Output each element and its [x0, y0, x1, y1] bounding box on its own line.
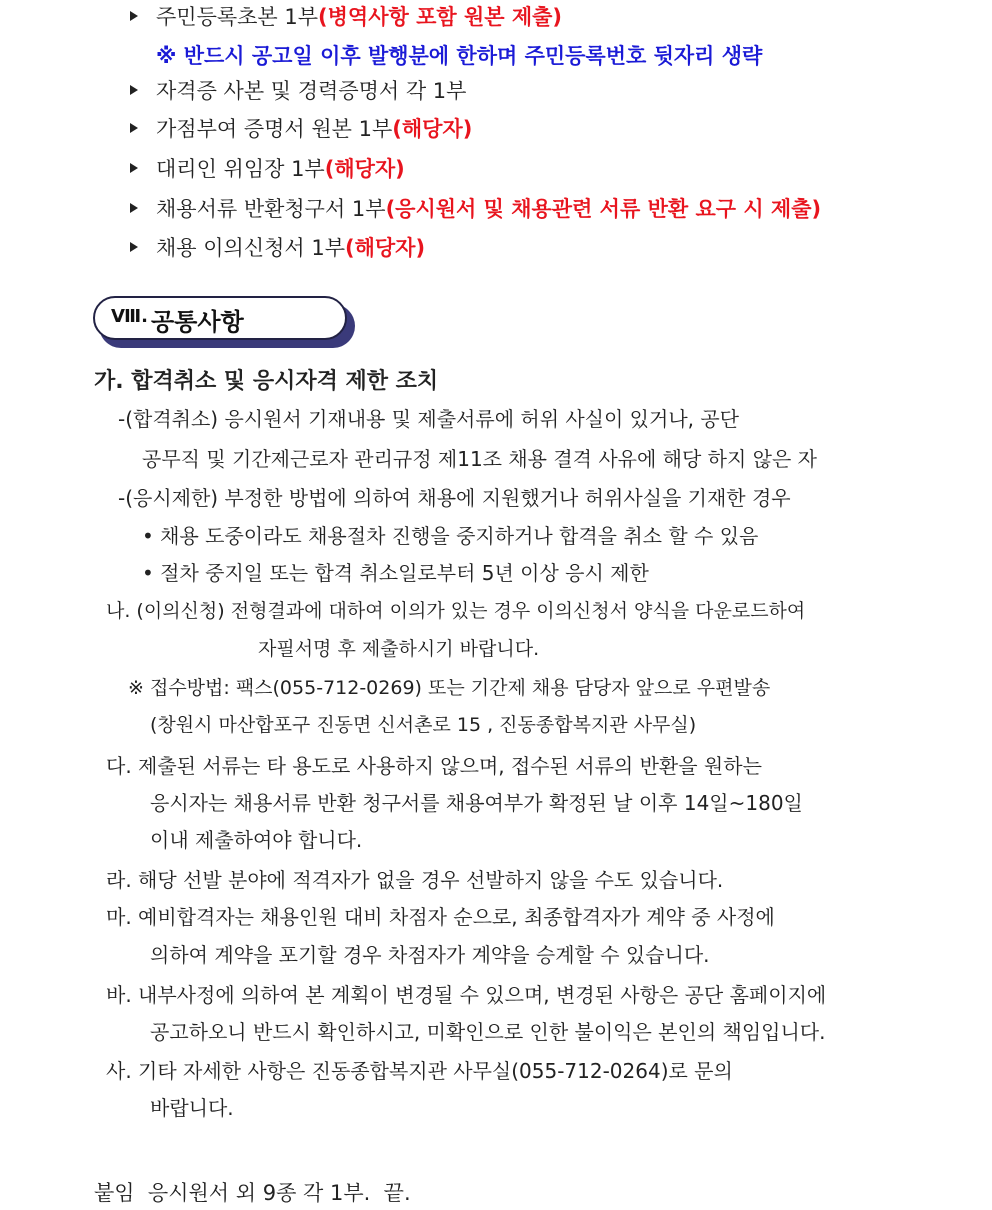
- requirement-note: (병역사항 포함 원본 제출): [318, 5, 563, 29]
- requirement-text: 자격증 사본 및 경력증명서 각 1부: [156, 79, 467, 103]
- triangle-bullet-icon: [130, 85, 138, 95]
- requirement-note: (해당자): [392, 117, 473, 141]
- triangle-bullet-icon: [130, 163, 138, 173]
- subsection-title: 가. 합격취소 및 응시자격 제한 조치: [94, 369, 439, 394]
- paragraph-line: 공무직 및 기간제근로자 관리규정 제11조 채용 결격 사유에 해당 하지 않은 자: [142, 447, 817, 471]
- triangle-bullet-icon: [130, 242, 138, 252]
- paragraph-line: 이내 제출하여야 합니다.: [150, 828, 363, 852]
- paragraph-line: -(응시제한) 부정한 방법에 의하여 채용에 지원했거나 허위사실을 기재한 경우: [118, 486, 791, 510]
- section-number: Ⅷ.: [111, 306, 148, 327]
- attachment-note: 붙임 응시원서 외 9종 각 1부. 끝.: [94, 1181, 411, 1205]
- requirement-text: 주민등록초본 1부: [156, 5, 319, 29]
- requirement-note: (해당자): [324, 157, 405, 181]
- requirement-notice: [156, 41, 762, 71]
- paragraph-line: ※ 접수방법: 팩스(055-712-0269) 또는 기간제 채용 담당자 앞으로 우편발송: [128, 677, 771, 699]
- requirement-item: [130, 194, 821, 224]
- paragraph-line: 나. (이의신청) 전형결과에 대하여 이의가 있는 경우 이의신청서 양식을 다운로드하여: [106, 600, 806, 622]
- requirement-text: 채용 이의신청서 1부: [156, 236, 345, 260]
- paragraph-line: 마. 예비합격자는 채용인원 대비 차점자 순으로, 최종합격자가 계약 중 사정에: [106, 905, 775, 929]
- section-header: [93, 296, 355, 348]
- paragraph-line: -(합격취소) 응시원서 기재내용 및 제출서류에 허위 사실이 있거나, 공단: [118, 407, 739, 431]
- paragraph-line: • 절차 중지일 또는 합격 취소일로부터 5년 이상 응시 제한: [142, 561, 649, 585]
- requirement-item: [130, 114, 472, 144]
- requirement-item: [130, 2, 562, 32]
- paragraph-line: 의하여 계약을 포기할 경우 차점자가 계약을 승계할 수 있습니다.: [150, 943, 710, 967]
- requirement-item: [130, 233, 425, 263]
- paragraph-line: 공고하오니 반드시 확인하시고, 미확인으로 인한 불이익은 본인의 책임입니다.: [150, 1020, 826, 1044]
- requirement-notice-text: ※ 반드시 공고일 이후 발행분에 한하며 주민등록번호 뒷자리 생략: [156, 44, 763, 68]
- paragraph-line: 응시자는 채용서류 반환 청구서를 채용여부가 확정된 날 이후 14일~180일: [150, 791, 803, 815]
- paragraph-line: 사. 기타 자세한 사항은 진동종합복지관 사무실(055-712-0264)로 문의: [106, 1059, 733, 1083]
- requirement-item: [130, 76, 466, 106]
- requirement-note: (응시원서 및 채용관련 서류 반환 요구 시 제출): [385, 197, 822, 221]
- triangle-bullet-icon: [130, 123, 138, 133]
- triangle-bullet-icon: [130, 203, 138, 213]
- requirement-item: [130, 154, 405, 184]
- requirement-text: 대리인 위임장 1부: [156, 157, 325, 181]
- paragraph-line: • 채용 도중이라도 채용절차 진행을 중지하거나 합격을 취소 할 수 있음: [142, 524, 759, 548]
- triangle-bullet-icon: [130, 11, 138, 21]
- paragraph-line: 다. 제출된 서류는 타 용도로 사용하지 않으며, 접수된 서류의 반환을 원하는: [106, 754, 762, 778]
- paragraph-line: 자필서명 후 제출하시기 바랍니다.: [258, 638, 540, 660]
- paragraph-line: 바. 내부사정에 의하여 본 계획이 변경될 수 있으며, 변경된 사항은 공단 홈페이지에: [106, 983, 827, 1007]
- paragraph-line: (창원시 마산합포구 진동면 신서촌로 15 , 진동종합복지관 사무실): [150, 714, 697, 736]
- paragraph-line: 바랍니다.: [150, 1096, 234, 1120]
- requirement-text: 가점부여 증명서 원본 1부: [156, 117, 393, 141]
- requirement-note: (해당자): [345, 236, 426, 260]
- paragraph-line: 라. 해당 선발 분야에 적격자가 없을 경우 선발하지 않을 수도 있습니다.: [106, 868, 724, 892]
- section-title: 공통사항: [151, 308, 244, 336]
- requirement-text: 채용서류 반환청구서 1부: [156, 197, 386, 221]
